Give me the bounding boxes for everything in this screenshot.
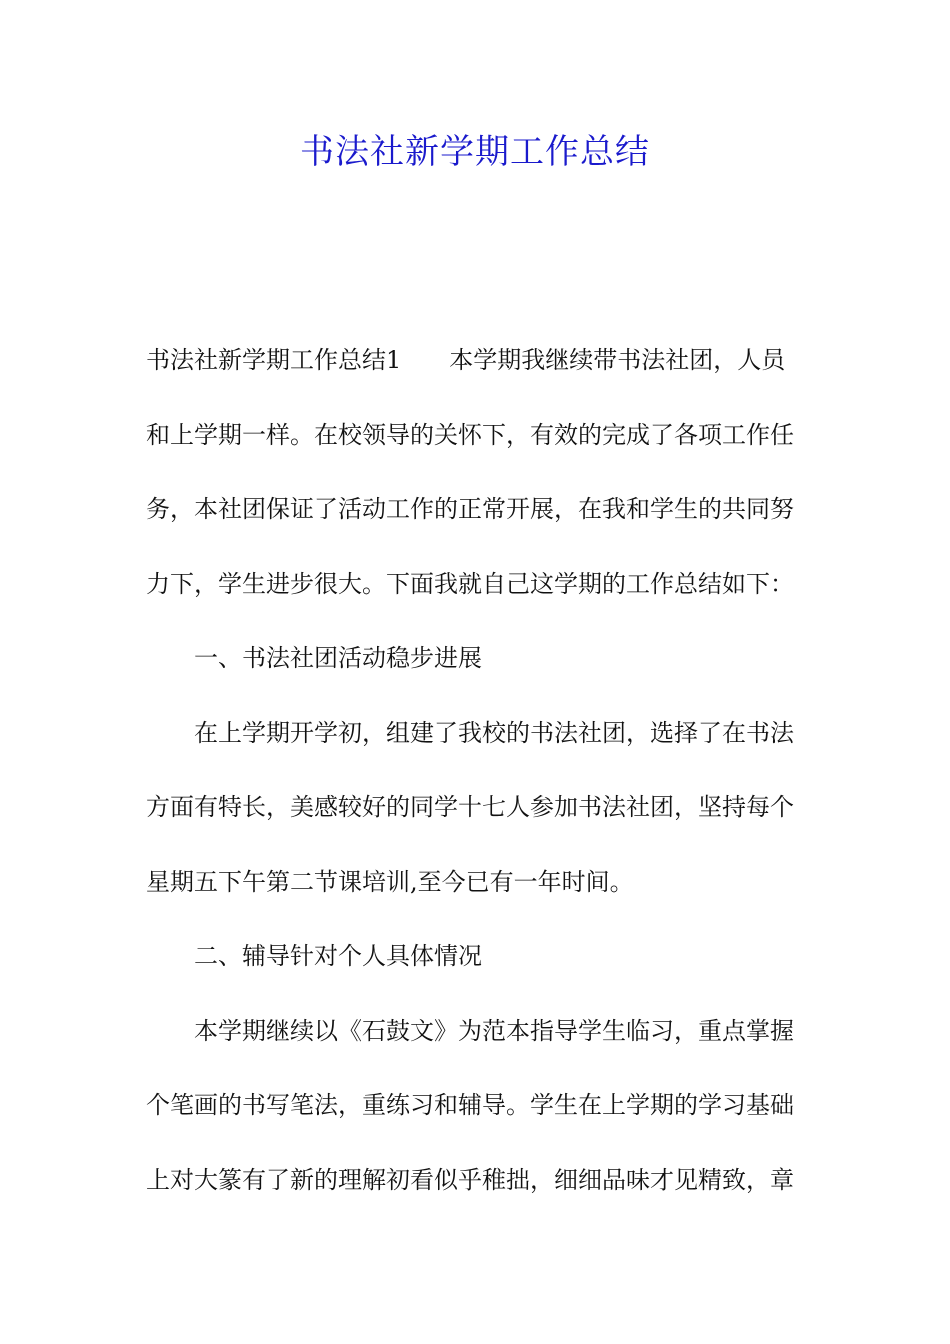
body-line: 务，本社团保证了活动工作的正常开展，在我和学生的共同努: [146, 495, 794, 523]
body-line: 本学期继续以《石鼓文》为范本指导学生临习，重点掌握: [146, 1017, 794, 1045]
body-line: 和上学期一样。在校领导的关怀下，有效的完成了各项工作任: [146, 421, 794, 449]
body-line: 力下，学生进步很大。下面我就自己这学期的工作总结如下：: [146, 570, 794, 598]
document-title: 书法社新学期工作总结: [300, 132, 650, 172]
section-heading: 一、书法社团活动稳步进展: [146, 644, 482, 672]
body-line: 方面有特长，美感较好的同学十七人参加书法社团，坚持每个: [146, 793, 794, 821]
body-line: 上对大篆有了新的理解初看似乎稚拙，细细品味才见精致，章: [146, 1166, 794, 1194]
body-line: 星期五下午第二节课培训,至今已有一年时间。: [146, 868, 634, 896]
body-line: 在上学期开学初，组建了我校的书法社团，选择了在书法: [146, 719, 794, 747]
body-line: 书法社新学期工作总结1 本学期我继续带书法社团，人员: [146, 346, 786, 374]
section-heading: 二、辅导针对个人具体情况: [146, 942, 482, 970]
body-line: 个笔画的书写笔法，重练习和辅导。学生在上学期的学习基础: [146, 1091, 794, 1119]
